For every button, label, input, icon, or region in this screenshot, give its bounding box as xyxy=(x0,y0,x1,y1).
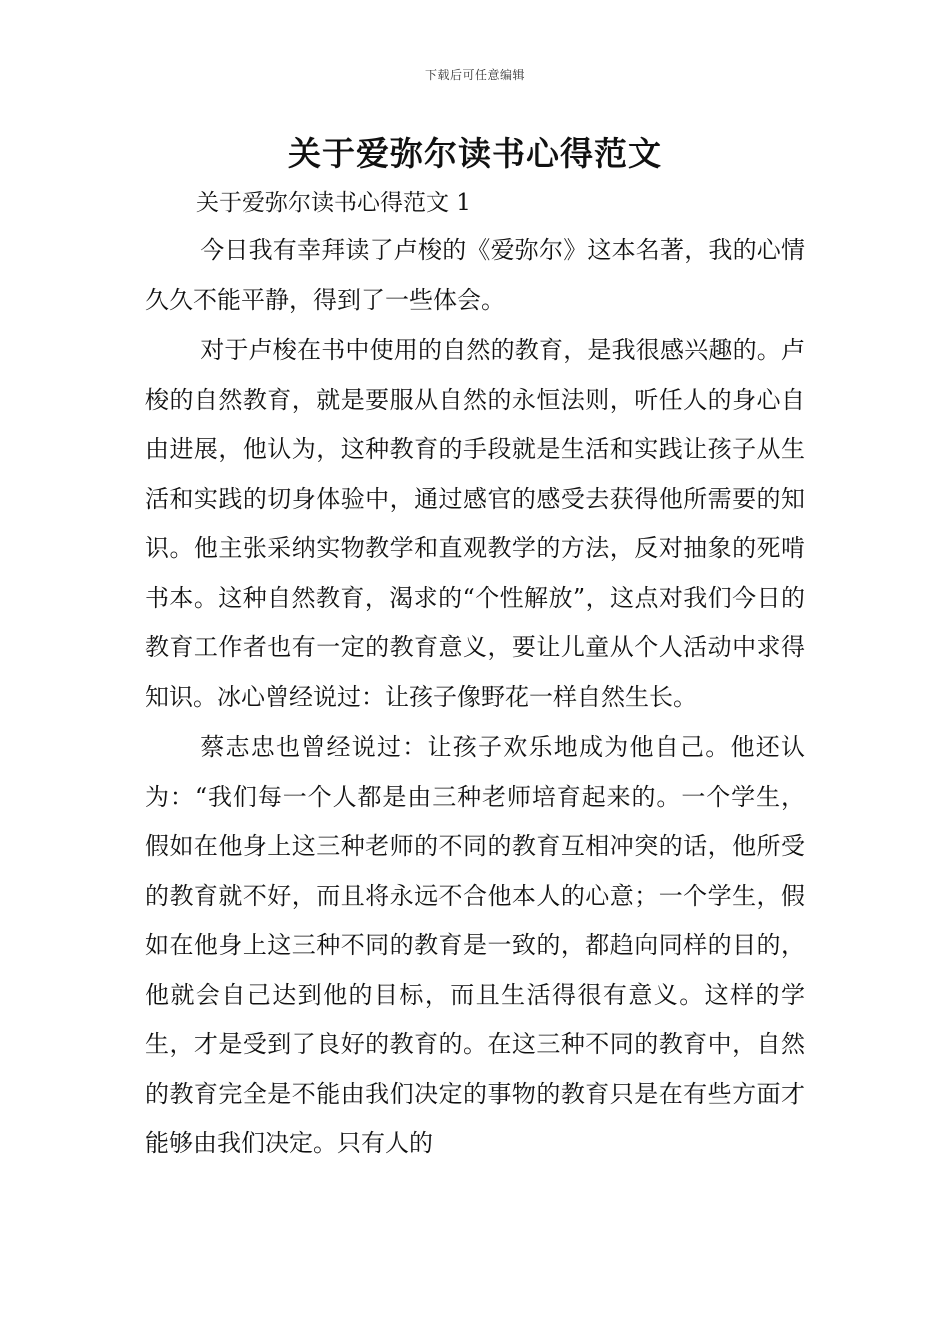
document-body xyxy=(145,226,805,1170)
document-title: 关于爱弥尔读书心得范文 xyxy=(288,134,662,173)
paragraph: 今日我有幸拜读了卢梭的《爱弥尔》这本名著，我的心情久久不能平静，得到了一些体会。 xyxy=(145,236,805,314)
paragraph: 对于卢梭在书中使用的自然的教育，是我很感兴趣的。卢梭的自然教育，就是要服从自然的永恒法则，听任人的身心自由进展，他认为，这种教育的手段就是生活和实践让孩子从生活和实践的切身体验中，通过感官的感受去获得他所需要的知识。他主张采纳实物教学和直观教学的方法，反对抽象的死啃书本。这种自然教育，渴求的“个性解放”，这点对我们今日的教育工作者也有一定的教育意义，要让儿童从个人活动中求得知识。冰心曾经说过：让孩子像野花一样自然生长。 xyxy=(145,336,805,711)
section-subtitle: 关于爱弥尔读书心得范文 1 xyxy=(196,190,471,216)
paragraph: 蔡志忠也曾经说过：让孩子欢乐地成为他自己。他还认为：“我们每一个人都是由三种老师培育起来的。一个学生，假如在他身上这三种老师的不同的教育互相冲突的话，他所受的教育就不好，而且将永远不合他本人的心意；一个学生，假如在他身上这三种不同的教育是一致的，都趋向同样的目的，他就会自己达到他的目标，而且生活得很有意义。这样的学生，才是受到了良好的教育的。在这三种不同的教育中，自然的教育完全是不能由我们决定的事物的教育只是在有些方面才能够由我们决定。只有人的 xyxy=(145,733,805,1157)
header-note: 下载后可任意编辑 xyxy=(424,68,525,82)
